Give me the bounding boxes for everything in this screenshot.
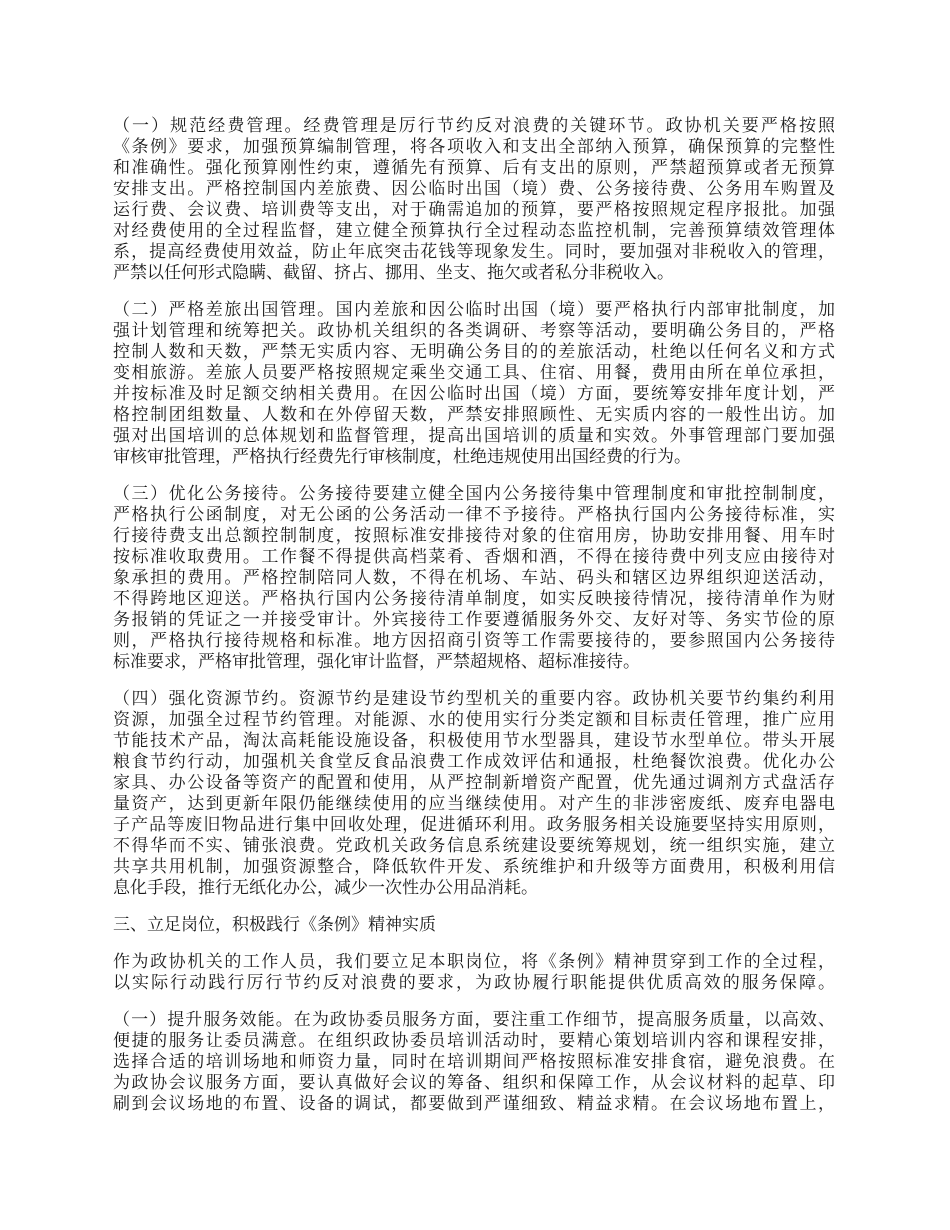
text-line: 息化手段，推行无纸化办公，减少一次性办公用品消耗。 <box>113 878 538 898</box>
text-line: 便捷的服务让委员满意。在组织政协委员培训活动时，要精心策划培训内容和课程安排， <box>113 1031 835 1051</box>
document-page <box>113 116 835 1131</box>
text-line: 不得跨地区迎送。严格执行国内公务接待清单制度，如实反映接待情况，接待清单作为财 <box>113 589 835 609</box>
text-line: 量资产，达到更新年限仍能继续使用的应当继续使用。对产生的非涉密废纸、废弃电器电 <box>113 794 835 814</box>
paragraph-resource-saving <box>113 689 835 899</box>
text-line: 粮食节约行动，加强机关食堂反食品浪费工作成效评估和通报，杜绝餐饮浪费。优化办公 <box>113 752 835 772</box>
text-line: 节能技术产品，淘汰高耗能设施设备，积极使用节水型器具，建设节水型单位。带头开展 <box>113 731 835 751</box>
text-line: （一）提升服务效能。在为政协委员服务方面，要注重工作细节，提高服务质量，以高效、 <box>113 1010 835 1030</box>
text-line: 严格执行公函制度，对无公函的公务活动一律不予接待。严格执行国内公务接待标准，实 <box>113 505 835 525</box>
paragraph-travel-management <box>113 300 835 468</box>
text-line: 家具、办公设备等资产的配置和使用，从严控制新增资产配置，优先通过调剂方式盘活存 <box>113 773 835 793</box>
text-line: 共享共用机制，加强资源整合，降低软件开发、系统维护和升级等方面费用，积极利用信 <box>113 857 835 877</box>
text-line: 按标准收取费用。工作餐不得提供高档菜肴、香烟和酒，不得在接待费中列支应由接待对 <box>113 547 835 567</box>
text-line: 《条例》要求，加强预算编制管理，将各项收入和支出全部纳入预算，确保预算的完整性 <box>113 137 835 157</box>
text-line: 行接待费支出总额控制制度，按照标准安排接待对象的住宿用房，协助安排用餐、用车时 <box>113 526 835 546</box>
text-line: （四）强化资源节约。资源节约是建设节约型机关的重要内容。政协机关要节约集约利用 <box>113 689 835 709</box>
text-line: 则，严格执行接待规格和标准。地方因招商引资等工作需要接待的，要参照国内公务接待 <box>113 631 835 651</box>
text-line: 审核审批管理，严格执行经费先行审核制度，杜绝违规使用出国经费的行为。 <box>113 447 691 467</box>
text-line: 控制人数和天数，严禁无实质内容、无明确公务目的的差旅活动，杜绝以任何名义和方式 <box>113 342 835 362</box>
text-line: 强对出国培训的总体规划和监督管理，提高出国培训的质量和实效。外事管理部门要加强 <box>113 426 835 446</box>
text-line: 强计划管理和统筹把关。政协机关组织的各类调研、考察等活动，要明确公务目的，严格 <box>113 321 835 341</box>
text-line: 刷到会议场地的布置、设备的调试，都要做到严谨细致、精益求精。在会议场地布置上， <box>113 1094 835 1114</box>
text-line: 和准确性。强化预算刚性约束，遵循先有预算、后有支出的原则，严禁超预算或者无预算 <box>113 158 835 178</box>
text-line: 对经费使用的全过程监督，建立健全预算执行全过程动态监控机制，完善预算绩效管理体 <box>113 221 835 241</box>
paragraph-intro <box>113 952 835 994</box>
text-line: 为政协会议服务方面，要认真做好会议的筹备、组织和保障工作，从会议材料的起草、印 <box>113 1073 835 1093</box>
paragraph-official-reception <box>113 484 835 673</box>
paragraph-service-efficiency <box>113 1010 835 1115</box>
text-line: 资源，加强全过程节约管理。对能源、水的使用实行分类定额和目标责任管理，推广应用 <box>113 710 835 730</box>
text-line: 作为政协机关的工作人员，我们要立足本职岗位，将《条例》精神贯穿到工作的全过程， <box>113 952 835 972</box>
text-line: 象承担的费用。严格控制陪同人数，不得在机场、车站、码头和辖区边界组织迎送活动， <box>113 568 835 588</box>
text-line: 安排支出。严格控制国内差旅费、因公临时出国（境）费、公务接待费、公务用车购置及 <box>113 179 835 199</box>
text-line: 系，提高经费使用效益，防止年底突击花钱等现象发生。同时，要加强对非税收入的管理， <box>113 242 835 262</box>
text-line: 严禁以任何形式隐瞒、截留、挤占、挪用、坐支、拖欠或者私分非税收入。 <box>113 263 674 283</box>
paragraph-budget-management <box>113 116 835 284</box>
text-line: 并按标准及时足额交纳相关费用。在因公临时出国（境）方面，要统筹安排年度计划，严 <box>113 384 835 404</box>
text-line: （三）优化公务接待。公务接待要建立健全国内公务接待集中管理制度和审批控制制度， <box>113 484 835 504</box>
text-line: （一）规范经费管理。经费管理是厉行节约反对浪费的关键环节。政协机关要严格按照 <box>113 116 835 136</box>
section-heading-text: 三、立足岗位，积极践行《条例》精神实质 <box>113 915 436 935</box>
text-line: 以实际行动践行厉行节约反对浪费的要求，为政协履行职能提供优质高效的服务保障。 <box>113 973 835 993</box>
text-line: 运行费、会议费、培训费等支出，对于确需追加的预算，要严格按照规定程序报批。加强 <box>113 200 835 220</box>
text-line: 不得华而不实、铺张浪费。党政机关政务信息系统建设要统筹规划，统一组织实施，建立 <box>113 836 835 856</box>
text-line: 变相旅游。差旅人员要严格按照规定乘坐交通工具、住宿、用餐，费用由所在单位承担， <box>113 363 835 383</box>
text-line: （二）严格差旅出国管理。国内差旅和因公临时出国（境）要严格执行内部审批制度，加 <box>113 300 835 320</box>
text-line: 务报销的凭证之一并接受审计。外宾接待工作要遵循服务外交、友好对等、务实节俭的原 <box>113 610 835 630</box>
text-line: 标准要求，严格审批管理，强化审计监督，严禁超规格、超标准接待。 <box>113 652 640 672</box>
text-line: 格控制团组数量、人数和在外停留天数，严禁安排照顾性、无实质内容的一般性出访。加 <box>113 405 835 425</box>
text-line: 选择合适的培训场地和师资力量，同时在培训期间严格按照标准安排食宿，避免浪费。在 <box>113 1052 835 1072</box>
section-heading <box>113 915 835 936</box>
text-line: 子产品等废旧物品进行集中回收处理，促进循环利用。政务服务相关设施要坚持实用原则， <box>113 815 835 835</box>
